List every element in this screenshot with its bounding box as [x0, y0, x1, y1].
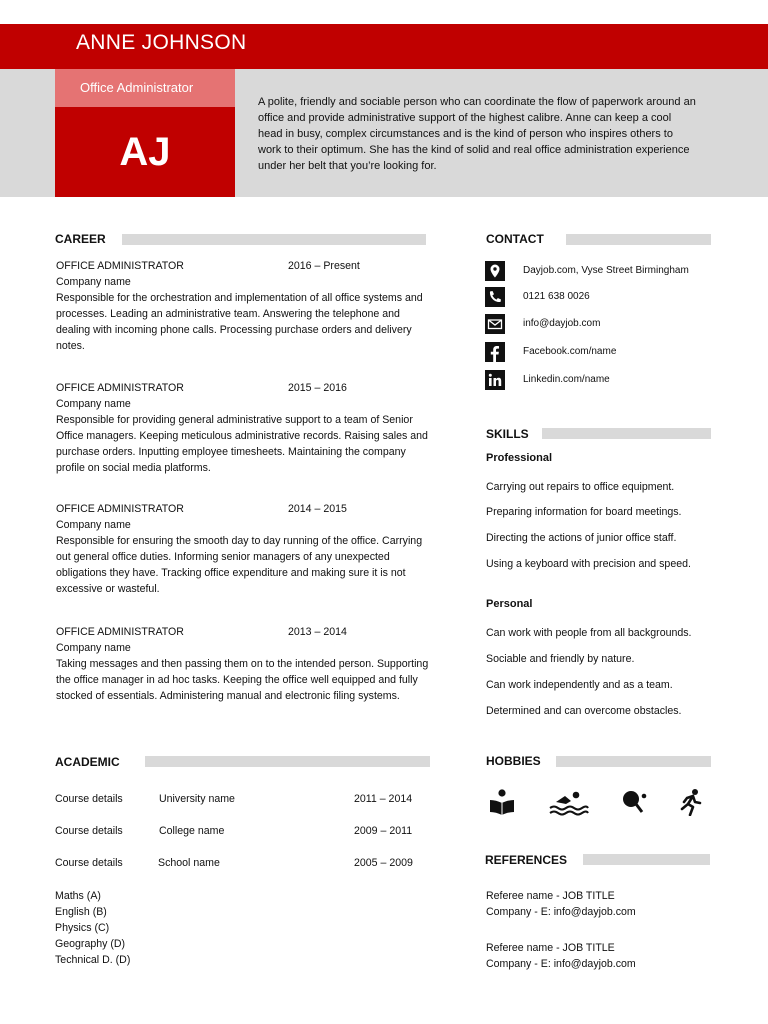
company-name: Company name	[56, 398, 131, 410]
academic-heading: ACADEMIC	[55, 755, 120, 769]
academic-row	[55, 825, 435, 841]
job-dates: 2014 – 2015	[288, 503, 347, 515]
monogram: AJ	[119, 130, 171, 174]
qualification: Technical D. (D)	[55, 954, 131, 966]
job-description: Responsible for providing general administrative support to a team of Senior Office managers. Keeping meticulous administrative records. Raising sales and purchase orders. Inputting employee timesheets. Maintaining the company profile on social media platforms.	[56, 414, 428, 474]
qualifications-list	[55, 888, 130, 968]
email-text: info@dayjob.com	[523, 318, 601, 329]
skill-item: Using a keyboard with precision and speed.	[486, 558, 691, 570]
references-divider	[583, 854, 710, 865]
contact-address	[485, 261, 725, 281]
referee-contact: Company - E: info@dayjob.com	[486, 958, 636, 970]
phone-text: 0121 638 0026	[523, 291, 590, 302]
career-entry	[56, 624, 436, 704]
job-title: OFFICE ADMINISTRATOR	[56, 503, 184, 515]
job-title: OFFICE ADMINISTRATOR	[56, 626, 184, 638]
academic-divider	[145, 756, 430, 767]
linkedin-text: Linkedin.com/name	[523, 374, 610, 385]
job-dates: 2013 – 2014	[288, 626, 347, 638]
candidate-name: ANNE JOHNSON	[76, 31, 247, 54]
hobbies-divider	[556, 756, 711, 767]
company-name: Company name	[56, 276, 131, 288]
course-dates: 2011 – 2014	[354, 793, 413, 805]
referee-name: Referee name - JOB TITLE	[486, 890, 615, 902]
contact-email	[485, 314, 725, 334]
job-dates: 2016 – Present	[288, 260, 360, 272]
qualification: Maths (A)	[55, 890, 101, 902]
institution-name: College name	[159, 825, 225, 837]
skills-divider	[542, 428, 711, 439]
table-tennis-icon	[619, 788, 649, 816]
skill-item: Preparing information for board meetings.	[486, 506, 682, 518]
contact-heading: CONTACT	[486, 232, 544, 246]
course-details: Course details	[55, 825, 123, 837]
job-description: Responsible for ensuring the smooth day to day running of the office. Carrying out general office duties. Informing senior managers of any unexpected obligations they have. Tracking office expenditure and making sure it is not excessive or wasteful.	[56, 535, 423, 595]
academic-row	[55, 857, 435, 873]
skill-item: Can work with people from all backgrounds.	[486, 627, 692, 639]
skill-item: Can work independently and as a team.	[486, 679, 673, 691]
career-entry	[56, 501, 436, 597]
skill-item: Directing the actions of junior office staff.	[486, 532, 677, 544]
professional-skills-label: Professional	[486, 452, 553, 464]
skill-item: Determined and can overcome obstacles.	[486, 705, 682, 717]
career-entry	[56, 258, 436, 354]
course-details: Course details	[55, 857, 123, 869]
qualification: Geography (D)	[55, 938, 126, 950]
personal-summary: A polite, friendly and sociable person who can coordinate the flow of paperwork around an office and provide administrative support of the highest calibre. Anne can keep a cool head in busy, complex circumstances and is the kind of person who inspires others to work to their optimum. She has the kind of solid and real office administration experience under her belt that you’re looking for.	[258, 96, 696, 172]
reference-entry	[486, 940, 636, 972]
career-divider	[122, 234, 426, 245]
running-icon	[676, 788, 706, 816]
phone-icon	[485, 287, 505, 307]
reading-icon	[487, 788, 517, 816]
contact-linkedin	[485, 370, 725, 390]
skill-item: Carrying out repairs to office equipment.	[486, 481, 675, 493]
job-dates: 2015 – 2016	[288, 382, 347, 394]
skills-heading: SKILLS	[486, 427, 529, 441]
job-title: OFFICE ADMINISTRATOR	[56, 260, 184, 272]
course-details: Course details	[55, 793, 123, 805]
referee-contact: Company - E: info@dayjob.com	[486, 906, 636, 918]
job-role: Office Administrator	[55, 69, 235, 107]
contact-divider	[566, 234, 711, 245]
institution-name: School name	[158, 857, 220, 869]
reference-entry	[486, 888, 636, 920]
references-heading: REFERENCES	[485, 853, 568, 867]
hobbies-heading: HOBBIES	[486, 754, 541, 768]
career-entry	[56, 380, 436, 476]
qualification: Physics (C)	[55, 922, 110, 934]
career-heading: CAREER	[55, 232, 106, 246]
linkedin-icon	[485, 370, 505, 390]
company-name: Company name	[56, 519, 131, 531]
contact-facebook	[485, 342, 725, 362]
job-description: Taking messages and then passing them on to the intended person. Supporting the office manager in ad hoc tasks. Keeping the office well equipped and fully stocked of essentials. Administering manual and electronic filing systems.	[56, 658, 429, 702]
address-text: Dayjob.com, Vyse Street Birmingham	[523, 265, 689, 276]
location-pin-icon	[485, 261, 505, 281]
skill-item: Sociable and friendly by nature.	[486, 653, 635, 665]
academic-row	[55, 793, 435, 809]
job-description: Responsible for the orchestration and implementation of all office systems and processes. Leading an administrative team. Answering the telephone and dealing with incoming phone calls. Processing purchase orders and delivery notes.	[56, 292, 423, 352]
company-name: Company name	[56, 642, 131, 654]
swimming-icon	[548, 788, 590, 816]
job-title: OFFICE ADMINISTRATOR	[56, 382, 184, 394]
course-dates: 2009 – 2011	[354, 825, 413, 837]
facebook-text: Facebook.com/name	[523, 346, 617, 357]
envelope-icon	[485, 314, 505, 334]
referee-name: Referee name - JOB TITLE	[486, 942, 615, 954]
contact-phone	[485, 287, 725, 307]
personal-skills-label: Personal	[486, 598, 533, 610]
facebook-icon	[485, 342, 505, 362]
qualification: English (B)	[55, 906, 107, 918]
institution-name: University name	[159, 793, 235, 805]
course-dates: 2005 – 2009	[354, 857, 413, 869]
